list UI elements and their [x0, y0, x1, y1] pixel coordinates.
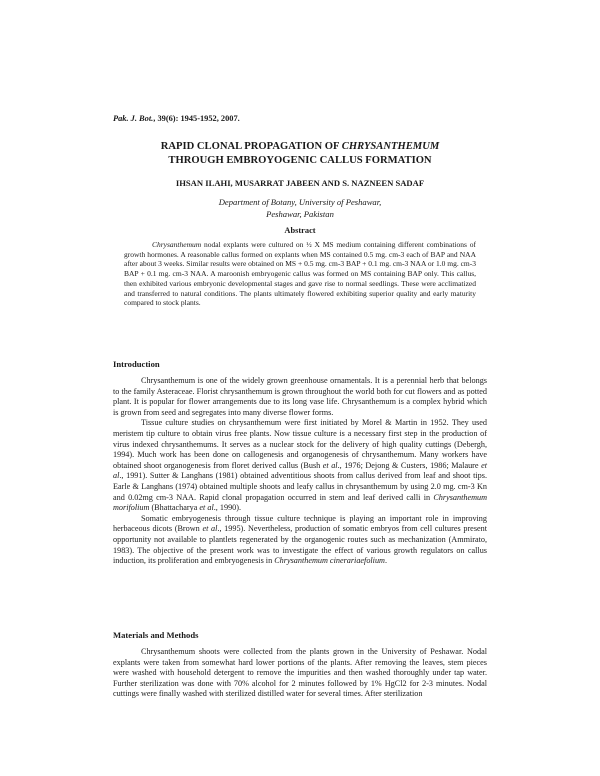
text-run: (Bhattacharya	[149, 503, 200, 513]
text-run: ., 1976; Dejong & Custers, 1986; Malaure	[337, 460, 482, 470]
intro-paragraph-1: Chrysanthemum is one of the widely grown greenhouse ornamentals. It is a perennial herb that belongs to the family Asteraceae. Florist chrysanthemum is grown throughout the world both for cut flowers and as potted plant. It is popular for flower arrangements due to its long vase life. Chrysanthemum is a complex hybrid which is grown from seed and segregates into many diverse flower forms.	[113, 376, 487, 417]
affiliation-line-1: Department of Botany, University of Peshawar,	[218, 197, 382, 207]
text-run: ., 1995). Nevertheless, production of somatic embryos from cell cultures present opportunity not available to plantlets regenerated by the organogenic routes such as mechanization (Ammirato, 1983). The objective of the present work was to investigate the effect of various growth regulators on callus induction, its proliferation and embryogenesis in	[113, 524, 488, 566]
introduction-body	[113, 376, 487, 567]
title-line-1	[113, 140, 487, 154]
text-run: Tissue culture studies on chrysanthemum were first initiated by Morel & Martin in 1952. They used meristem tip culture to obtain virus free plants. Now tissue culture is a necessary first step in the production of virus indexed chrysanthemums. It serves as a nuclear stock for the delivery of high quality cuttings (Debergh, 1994). Much work has been done on callogenesis and organogenesis of chrysanthemum. Many workers have obtained shoot organogenesis from floret derived callus (Bush	[113, 418, 487, 470]
journal-volume-pages: , 39(6): 1945-1952, 2007.	[153, 114, 240, 123]
journal-name: Pak. J. Bot.	[113, 114, 154, 123]
text-run: et al	[202, 524, 218, 534]
affiliation	[113, 197, 487, 220]
text-run: et al	[113, 460, 487, 481]
text-run: et al	[322, 460, 338, 470]
abstract-lead: Chrysanthemum	[152, 240, 202, 249]
affiliation-line-2: Peshawar, Pakistan	[266, 208, 334, 219]
journal-reference	[113, 114, 240, 123]
abstract-body: nodal explants were cultured on ½ X MS medium containing different combinations of growth hormones. A reasonable callus formed on explants when MS contained 0.5 mg. cm-3 each of BAP and NAA after about 3 weeks. Similar results were obtained on MS + 0.5 mg. cm-3 BAP + 0.1 mg. cm-3 NAA or 1.0 mg. cm-3 BAP + 0.1 mg. cm-3 NAA. A maroonish embryogenic callus was formed on MS containing BAP only. This callus, then exhibited various embryonic developmental stages and gave rise to normal seedlings. These were acclimatized and transferred to natural conditions. The plants ultimately flowered exhibiting superior quality and early maturity compared to stock plants.	[124, 240, 476, 308]
author-list: IHSAN ILAHI, MUSARRAT JABEEN AND S. NAZNEEN SADAF	[175, 178, 425, 188]
text-run: .	[384, 556, 388, 566]
intro-paragraph-3	[113, 514, 487, 567]
paper-title	[113, 140, 487, 167]
title-line-2: THROUGH EMBROYOGENIC CALLUS FORMATION	[168, 154, 432, 166]
methods-heading: Materials and Methods	[113, 630, 199, 640]
methods-body	[113, 647, 487, 700]
abstract-heading: Abstract	[284, 226, 316, 235]
methods-paragraph-1: Chrysanthemum shoots were collected from the plants grown in the University of Peshawar. Nodal explants were taken from somewhat hard lower portions of the plants. After removing the leaves, stem pieces were washed with household detergent to remove the impurities and then washed thoroughly under tap water. Further sterilization was done with 70% alcohol for 2 minutes followed by 1% HgCl2 for 2-3 minutes. Nodal cuttings were finally washed with sterilized distilled water for several times. After sterilization	[113, 647, 487, 699]
text-run: Chrysanthemum morifolium	[113, 492, 487, 513]
text-run: et al	[199, 503, 214, 513]
title-part: RAPID CLONAL PROPAGATION OF	[160, 141, 342, 152]
introduction-heading: Introduction	[113, 359, 160, 369]
text-run: ., 1991). Sutter & Langhans (1981) obtained adventitious shoots from callus derived from leaf and shoot tips. Earle & Langhans (1974) obtained multiple shoots and leafy callus in chrysanthemum by using 2.0 mg. cm-3 Kn and 0.02mg cm-3 NAA. Rapid clonal propagation occurred in stem and leaf derived calli in	[113, 471, 487, 502]
abstract-text	[124, 240, 476, 308]
title-genus: CHRYSANTHEMUM	[341, 141, 440, 152]
intro-paragraph-2	[113, 418, 487, 513]
text-run: Chrysanthemum cinerariaefolium	[274, 556, 385, 566]
text-run: ., 1990).	[213, 503, 242, 513]
text-run: Somatic embryogenesis through tissue culture technique is playing an important role in improving herbaceous dicots (Brown	[113, 513, 487, 534]
